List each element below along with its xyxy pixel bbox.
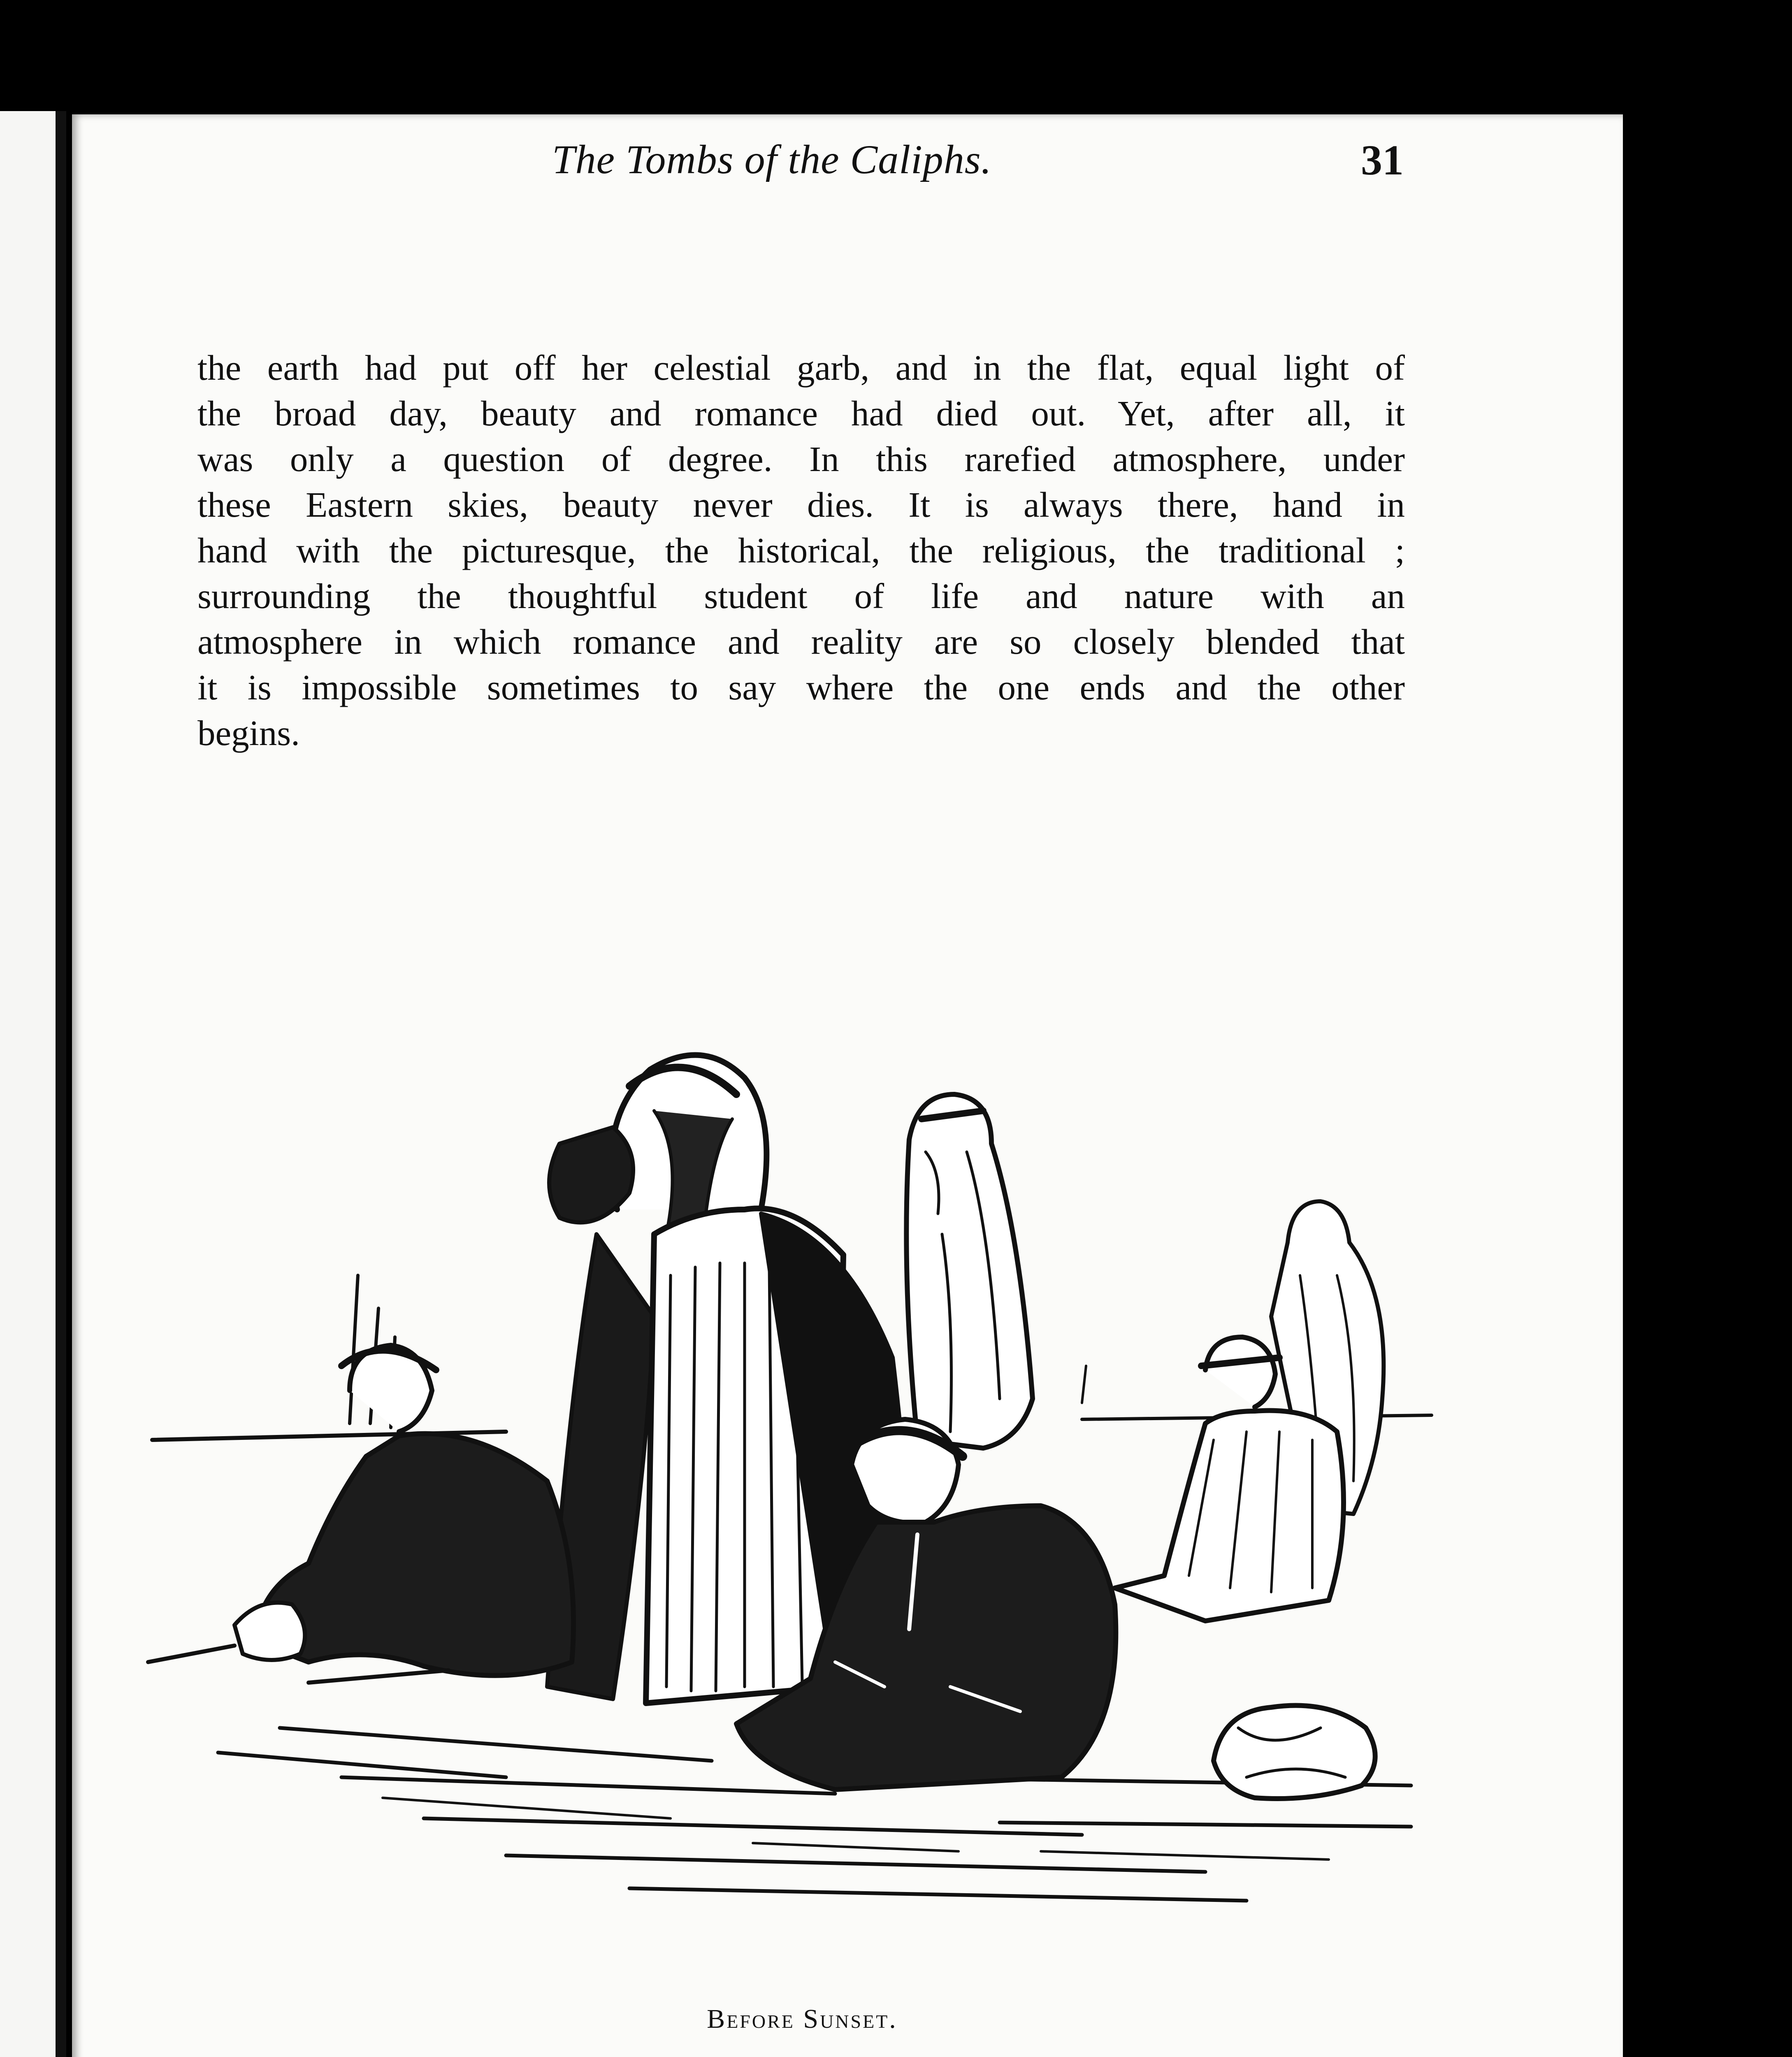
text-line: atmosphere in which romance and reality are so closely blended that	[197, 622, 1405, 662]
text-line: begins.	[197, 713, 300, 753]
text-line: hand with the picturesque, the historical, the religious, the traditional ;	[197, 530, 1405, 570]
engraving-illustration	[136, 782, 1465, 1995]
text-line: the broad day, beauty and romance had died out. Yet, after all, it	[197, 393, 1405, 433]
text-line: was only a question of degree. In this rarefied atmosphere, under	[197, 439, 1405, 479]
text-line: these Eastern skies, beauty never dies. It is always there, hand in	[197, 485, 1405, 525]
page-number: 31	[1361, 137, 1404, 184]
text-line: surrounding the thoughtful student of life and nature with an	[197, 576, 1405, 616]
previous-page-edge	[0, 111, 66, 2057]
text-line: the earth had put off her celestial garb, and in the flat, equal light of	[197, 348, 1405, 388]
running-title: The Tombs of the Caliphs.	[552, 137, 992, 182]
text-line: it is impossible sometimes to say where the one ends and the other	[197, 667, 1405, 707]
running-header	[478, 136, 1404, 197]
paragraph-top	[197, 345, 1405, 756]
illustration-caption: Before Sunset.	[707, 2004, 898, 2034]
